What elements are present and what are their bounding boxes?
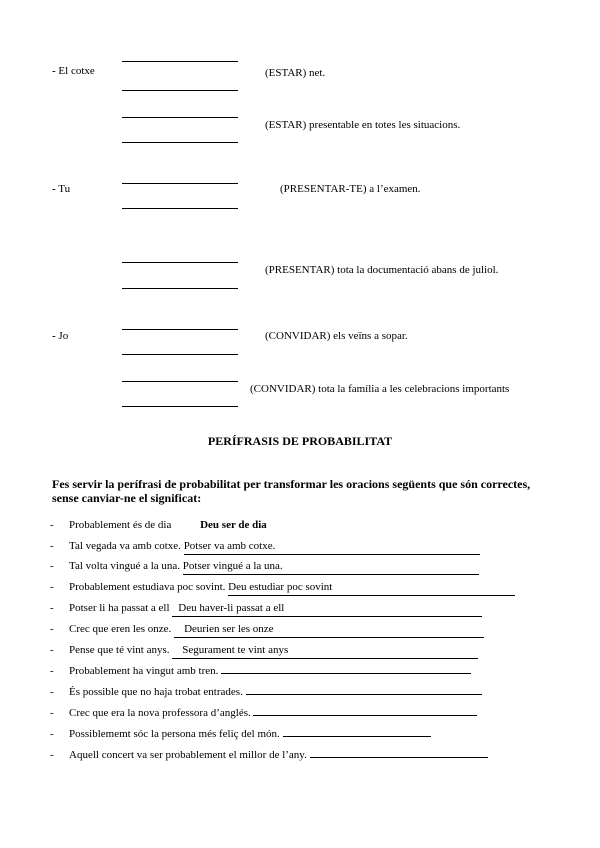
subject-jo: - Jo [52, 330, 69, 342]
prompt-text: (PRESENTAR-TE) a l’examen. [280, 183, 421, 195]
list-item: - Probablement estudiava poc sovint. Deu estudiar poc sovint [50, 581, 515, 596]
prompt-text: (ESTAR) presentable en totes les situacions. [265, 119, 461, 131]
answer-field[interactable]: Segurament te vint anys [172, 644, 478, 659]
list-item: - Possiblememt sóc la persona més feliç del món. [50, 728, 431, 741]
prompt-text: (ESTAR) net. [265, 67, 326, 79]
list-item: - Crec que eren les onze. Deurien ser les onze [50, 623, 484, 638]
answer-field[interactable]: Potser va amb cotxe. [184, 540, 480, 555]
list-item: - Aquell concert va ser probablement el millor de l’any. [50, 749, 488, 762]
answer-field[interactable] [221, 672, 471, 674]
section-title: PERÍFRASIS DE PROBABILITAT [207, 434, 393, 448]
answer-line[interactable] [122, 406, 238, 407]
answer-line[interactable] [122, 90, 238, 91]
prompt-text: (CONVIDAR) tota la família a les celebracions importants [250, 383, 510, 395]
answer-line[interactable] [122, 288, 238, 289]
answer-field[interactable] [310, 756, 488, 758]
answer-line[interactable] [122, 61, 238, 62]
prompt-text: (CONVIDAR) els veïns a sopar. [265, 330, 408, 342]
answer-field[interactable] [253, 714, 477, 716]
answer-line[interactable] [122, 262, 238, 263]
answer-line[interactable] [122, 354, 238, 355]
answer-text[interactable]: Deu ser de dia [200, 519, 267, 531]
subject-tu: - Tu [52, 183, 71, 195]
answer-field[interactable]: Deurien ser les onze [174, 623, 484, 638]
prompt-text: (PRESENTAR) tota la documentació abans de juliol. [265, 264, 499, 276]
list-item: - Crec que era la nova professora d’anglés. [50, 707, 477, 720]
answer-field[interactable]: Deu estudiar poc sovint [228, 581, 515, 596]
answer-line[interactable] [122, 183, 238, 184]
list-item: - Tal vegada va amb cotxe. Potser va amb cotxe. [50, 540, 480, 555]
answer-line[interactable] [122, 329, 238, 330]
list-item: - Potser li ha passat a ell Deu haver-li passat a ell [50, 602, 482, 617]
answer-field[interactable] [246, 693, 482, 695]
answer-line[interactable] [122, 142, 238, 143]
answer-line[interactable] [122, 208, 238, 209]
list-item: - Pense que té vint anys. Segurament te vint anys [50, 644, 478, 659]
list-item: - Probablement és de dia Deu ser de dia [50, 519, 267, 531]
answer-field[interactable] [283, 735, 431, 737]
list-item: - Probablement ha vingut amb tren. [50, 665, 471, 678]
instructions: Fes servir la perífrasi de probabilitat per transformar les oracions següents que són correctes, sense canviar-ne el significat: [52, 477, 531, 505]
subject-el-cotxe: - El cotxe [52, 65, 95, 77]
answer-field[interactable]: Deu haver-li passat a ell [172, 602, 482, 617]
answer-line[interactable] [122, 381, 238, 382]
list-item: - Tal volta vingué a la una. Potser vingué a la una. [50, 560, 479, 575]
list-item: - És possible que no haja trobat entrades. [50, 686, 482, 699]
answer-line[interactable] [122, 117, 238, 118]
answer-field[interactable]: Potser vingué a la una. [183, 560, 479, 575]
